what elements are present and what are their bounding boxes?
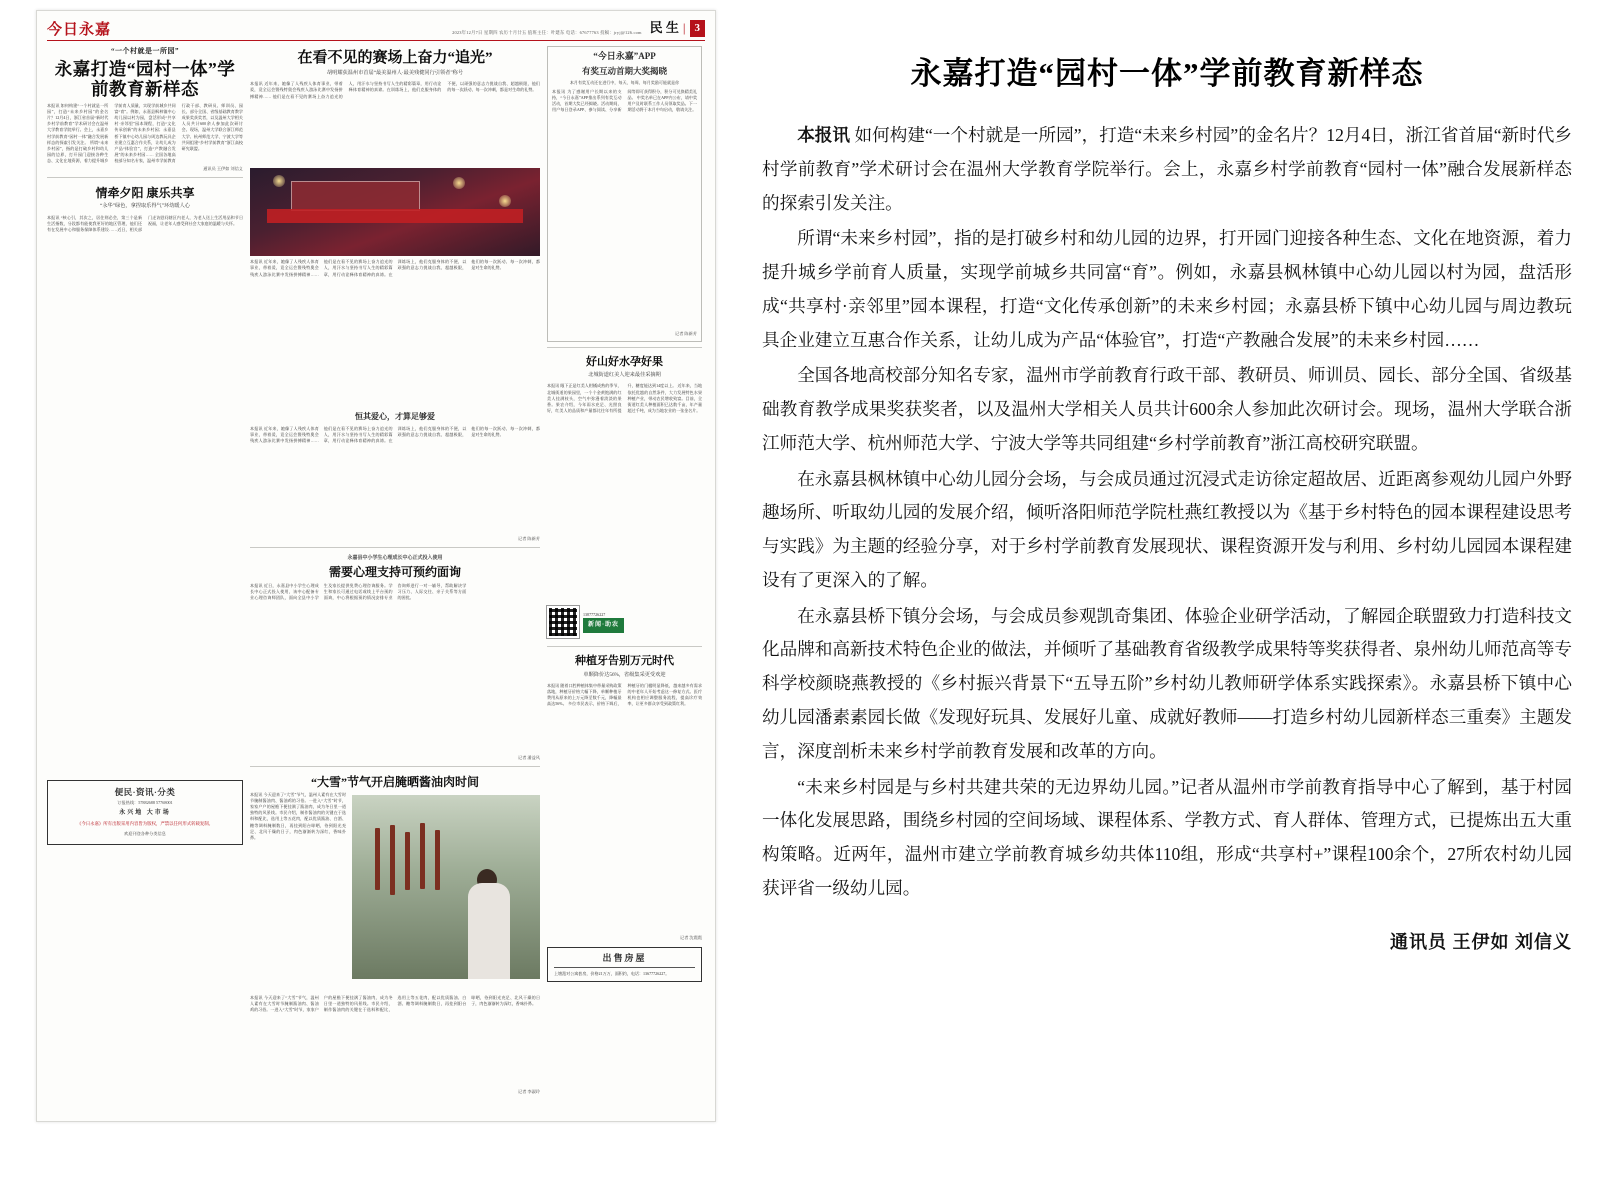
story2-subhead: 胡明耀获温州市首届“最美温州人·最美残健同行引领者”称号 [326,69,464,76]
tooth-headline: 种植牙告别万元时代 [575,655,674,668]
photo-spotlight [499,195,511,207]
story-qingqian [47,183,243,775]
newspaper-column-center [250,46,540,1116]
tooth-byline: 记者 沈霞霞 [680,935,702,941]
story2-body-extra: 本报讯 近年来，她像了人残疾人体育事业，带着爱，竟全运会暨残特奥会残疾人游泳比赛中发扬拼搏精神…… 他们是在看不见的赛场上奋力追光的人，用汗水与坚持书写人生的精彩篇章，用行动诠释体育精神的真谛。在训练场上，他们克服身体的不便，以顽强的意志力挑战自我、超越极限，他们的每一次跃动、每一次冲刺，都是对生命的礼赞。 [250,425,540,444]
story2-byline: 记者 陈新芳 [518,535,540,541]
photo-hanging-meat [390,825,395,895]
article-paragraph: 所谓“未来乡村园”，指的是打破乡村和幼儿园的边界，打开园门迎接各种生态、文化在地资源，着力提升城乡学前育人质量，实现学前城乡共同富“育”。例如，永嘉县枫林镇中心幼儿园以村为园，盘活形成“共享村·亲邻里”园本课程，打造“文化传承创新”的未来乡村园；永嘉县桥下镇中心幼儿园与周边教玩具企业建立互惠合作关系，让幼儿成为产品“体验官”，打造“产教融合发展”的未来乡村园…… [762,228,1572,350]
tooth-body: 本报讯 随着口腔种植体集中带量采购政策落地，种植牙价格大幅下降，单颗种植牙费用从原来的上万元降至数千元，降幅最高达56%。 多位市民表示，价格下调后，种植牙的门槛明显降低，越来越多有需求的中老年人开始考虑这一修复方式。医疗机构也相应调整服务流程，提高诊疗效率，让更多群众享受到政策红利。 [547,683,702,707]
app-promo-title-1: “今日永嘉”APP [593,50,656,61]
classified-line1: 订报热线：57882688 57768001 [117,800,173,806]
story2-body-bottom: 本报讯 近年来，她像了人残疾人体育事业，带着爱，竟全运会暨残特奥会残疾人游泳比赛中发扬拼搏精神…… 他们是在看不见的赛场上奋力追光的人，用汗水与坚持书写人生的精彩篇章，用行动诠释体育精神的真谛。在训练场上，他们克服身体的不便，以顽强的意志力挑战自我、超越极限，他们的每一次跃动、每一次冲刺，都是对生命的礼赞。 [250,259,540,277]
story-psychology [250,553,540,761]
story2-headline: 在看不见的赛场上奋力“追光” [297,49,493,66]
fruit-contact-row [547,606,702,638]
photo-spotlight [273,175,285,187]
story4-byline: 记者 潘益风 [518,754,540,760]
newspaper-scan [36,10,716,1122]
story5-body-cont: 本报讯 今天迎来了“大雪”节气，温州人素有在大雪时节腌制酱油肉、酱油鸡的习俗。一进入“大雪”时节，家家户户的屋檐下便挂满了酱油肉，成为冬日里一道独特的风景线。市民介绍，制作酱油肉的关键在于选料和配比，选用上等五花肉，配以优质酱油、白酒、糖等调料腌制数日，再挂到阳台晾晒，待到阳光充足、北风干燥的日子，肉色渐渐转为深红，香味扑鼻。 [250,995,540,1013]
divider [250,766,540,767]
story5-body: 本报讯 今天迎来了“大雪”节气，温州人素有在大雪时节腌制酱油肉、酱油鸡的习俗。一进入“大雪”时节，家家户户的屋檐下便挂满了酱油肉，成为冬日里一道独特的风景线。市民介绍，制作酱油肉的关键在于选料和配比，选用上等五花肉，配以优质酱油、白酒、糖等调料腌制数日，再挂到阳台晾晒，待到阳光充足、北风干燥的日子，肉色渐渐转为深红，香味扑鼻。 [250,792,346,840]
newspaper-column-left [47,46,243,1116]
photo-stage-banner [267,209,522,223]
story-daxue [250,772,540,1095]
photo-hanging-meat [405,832,410,890]
app-promo-title-2: 有奖互动首期大奖揭晓 [581,65,667,76]
divider [547,347,702,348]
photo-person-body [468,883,510,979]
newspaper-column-right [547,46,702,1116]
fruit-headline: 好山好水孕好果 [586,355,663,368]
photo-hanging-meat [420,823,425,889]
story5-photo [352,795,540,979]
newspaper-meta: 2023年12月7日 星期四 农历十月廿五 值班主任：叶建东 电话：67677763 投稿：jryj@126.com [452,30,642,36]
house-ad-title: 出售房屋 [554,952,695,968]
article-pane [716,10,1606,1170]
article-byline: 通讯员 王伊如 刘信义 [1390,931,1572,952]
article-title: 永嘉打造“园村一体”学前教育新样态 [910,56,1424,91]
lead-story-body: 本报讯 如何构建“一个村就是一所园”，打造“未来乡村园”的金名片？12月4日，浙江省首届“新时代乡村学前教育”学术研讨会在温州大学教育学院举行。会上，永嘉乡村学前教育“园村一体”融合发展新样态的探索引发关注。 所谓“未来乡村园”，指的是打破乡村和幼儿园的边界，打开园门迎接各种生态、文化在地资源，着力提升城乡学前育人质量，实现学前城乡共同富“育”。例如，永嘉县枫林镇中心幼儿园以村为园，盘活形成“共享村·亲邻里”园本课程，打造“文化传承创新”的未来乡村园；永嘉县桥下镇中心幼儿园与周边教玩具企业建立互惠合作关系，让幼儿成为产品“体验官”，打造“产教融合发展”的未来乡村园…… 全国各地高校部分知名专家，温州市学前教育行政干部、教研员、师训员、园长、部分全国、省级基础教育教学成果奖获奖者，以及温州大学相关人员共计600余人参加此次研讨会。现场，温州大学联合浙江师范大学、杭州师范大学、宁波大学等共同组建“乡村学前教育”浙江高校研究联盟。 [47,103,243,163]
article-paragraph: 在永嘉县桥下镇分会场，与会成员参观凯奇集团、体验企业研学活动，了解园企联盟致力打造科技文化品牌和高新技术特色企业的做法，并倾听了基础教育省级教学成果特等奖获得者、泉州幼儿师范高等专科学校颜晓燕教授的《乡村振兴背景下“五导五阶”乡村幼儿教师研学体系实践探索》。永嘉县桥下镇中心幼儿园潘素素园长做《发现好玩具、发展好儿童、成就好教师——打造乡村幼儿园新样态三重奏》主题发言，深度剖析未来乡村学前教育发展和改革的方向。 [762,605,1572,761]
section-label: 民 生 [649,20,679,35]
classified-line2: 永兴地 大市场 [119,810,171,817]
story3-headline: 情牵夕阳 康乐共享 [95,185,195,200]
fruit-subhead: 北城街道红美人迎来最佳采摘期 [588,371,661,378]
story3-subhead: “永华”绿色，拿捏取乐得气”环幼暖人心 [100,203,190,210]
divider [250,547,540,548]
classified-box [47,780,243,845]
story-guang [250,46,540,542]
app-promo-byline: 记者 陈新芳 [675,330,697,336]
house-ad-text: 上塘派对公寓套房，价格21万万，面积约，电话：13677726227。 [554,971,670,977]
story-fruit [547,353,702,642]
story2-body-top: 本报讯 近年来，她像了人残疾人体育事业，带着爱，竟全运会暨残特奥会残疾人游泳比赛中发扬拼搏精神…… 他们是在看不见的赛场上奋力追光的人，用汗水与坚持书写人生的精彩篇章，用行动诠释体育精神的真谛。在训练场上，他们克服身体的不便，以顽强的意志力挑战自我、超越极限，他们的每一次跃动、每一次冲刺，都是对生命的礼赞。 [250,81,540,99]
story4-headline: 需要心理支持可预约面询 [328,565,461,580]
classified-red-note: 《今日永嘉》所有出版采用内容皆为版权，严禁以任何形式转载复制。 [76,820,214,826]
house-ad-box [547,947,702,982]
newspaper-masthead [47,19,705,41]
qr-code-icon [547,606,579,638]
story2-subtitle-1: 恒其爱心，才算足够爱 [355,412,435,422]
story4-body: 本报讯 近日，永嘉县中小学生心理成长中心正式投入使用，该中心配备专业心理咨询师团队，面向全县中小学生及家长提供免费心理咨询服务。学生和家长可通过电话或线上平台预约面询，中心将根据预约情况安排专业咨询师进行一对一辅导，帮助解决学习压力、人际交往、亲子关系等方面的困扰。 [250,582,467,600]
newspaper-logo: 今日永嘉 [47,21,112,38]
story5-byline: 记者 李淑玲 [518,1089,540,1095]
app-promo-body: 本报讯 为了感谢用户长期以来的支持，“今日永嘉”APP推出系列有奖互动活动，首期大奖已经揭晓。活动期间，用户每日登录APP、参与阅读、分享新闻等即可获得积分，积分可兑换精美礼品。 中奖名单已在APP内公布，请中奖用户及时联系工作人员领取奖品。下一期活动将于本月中旬启动，敬请关注。 [552,88,697,112]
photo-stage-screen [291,181,421,211]
article-paragraph-text: 如何构建“一个村就是一所园”，打造“未来乡村园”的金名片？12月4日，浙江省首届“新时代乡村学前教育”学术研讨会在温州大学教育学院举行。会上，永嘉乡村学前教育“园村一体”融合发展新样态的探索引发关注。 [762,125,1572,213]
section-divider: | [682,20,686,35]
article-lead-tag: 本报讯 [797,125,851,145]
lead-story [47,46,243,172]
app-promo-intro: 本月有奖互动还在进行中，每天、每周、每月奖励可能就是你 [569,79,680,85]
classified-title: 便民·资讯·分类 [114,786,176,797]
article-paragraph [762,119,1572,220]
fruit-phone: 13877726227 [583,612,606,618]
lead-story-headline: 永嘉打造“园村一体”学前教育新样态 [54,58,236,100]
newspaper-body [47,46,705,1116]
lead-story-byline: 通讯员 王伊如 刘信义 [203,165,243,171]
lead-story-kicker: “一个村就是一所园” [111,46,179,55]
article-paragraph: “未来乡村园是与乡村共建共荣的无边界幼儿园。”记者从温州市学前教育指导中心了解到，基于村园一体化发展思路，围绕乡村园的空间场域、课程体系、学教方式、育人群体、管理方式，已提炼出五大重构策略。近两年，温州市建立学前教育城乡幼共体110组，形成“共享村+”课程100余个，27所农村幼儿园获评省一级幼儿园。 [762,776,1572,898]
newspaper-section [650,19,705,38]
article-paragraph: 全国各地高校部分知名专家，温州市学前教育行政干部、教研员、师训员、园长、部分全国、省级基础教育教学成果奖获奖者，以及温州大学相关人员共计600余人参加此次研讨会。现场，温州大学联合浙江师范大学、杭州师范大学、宁波大学等共同组建“乡村学前教育”浙江高校研究联盟。 [762,365,1572,453]
classified-footer: 欢迎刊登各种分类信息 [124,830,166,836]
divider [47,177,243,178]
divider [547,646,702,647]
photo-spotlight [453,177,465,189]
story4-kicker: 永嘉县中小学生心理成长中心正式投入使用 [347,556,443,562]
page-number-badge: 3 [690,20,706,37]
agriculture-badge: 新闻·助农 [583,618,624,633]
app-promo-box [547,46,702,342]
story-tooth [547,652,702,941]
fruit-body: 本报讯 眼下正是红美人柑橘成熟的季节，北城街道的果园里，一个个金黄饱满的红美人挂满枝头，空气中弥漫着淡淡的果香。果农介绍，今年雨水充足、光照良好，红美人的品质和产量都比往年有所提升，糖度能达到14度以上。 近年来，当地依托优越的自然条件，大力发展特色水果种植产业，带动农民增收致富。目前，全街道红美人种植面积已达数千亩，年产量超过千吨，成为当地农业的一张金名片。 [547,383,702,413]
article-paragraph: 在永嘉县枫林镇中心幼儿园分会场，与会成员通过沉浸式走访徐定超故居、近距离参观幼儿园户外野趣场所、听取幼儿园的发展介绍，倾听洛阳师范学院杜燕红教授以为《基于乡村特色的园本课程建设思考与实践》为主题的经验分享，对于乡村学前教育发展现状、课程资源开发与利用、乡村幼儿园园本课程建设有了更深入的了解。 [762,468,1572,590]
photo-hanging-meat [435,830,440,890]
story2-photo [250,168,540,256]
story3-body: 本报讯 “核心引，其次之，居住则必会，第三个是新生活指数，分段都有能使我更好的地区管理，他们还有在发展中心和服务保障体系建设……近日，相关部门走访慰问辖区内老人，为老人送上生活用品和节日祝福，让老年人感受到社会大家庭的温暖与关怀。 [47,214,243,232]
photo-hanging-meat [375,828,380,890]
story5-headline: “大雪”节气开启腌晒酱油肉时间 [310,774,479,789]
tooth-subhead: 单颗降价达56%，省级集采更受欢迎 [583,671,666,678]
